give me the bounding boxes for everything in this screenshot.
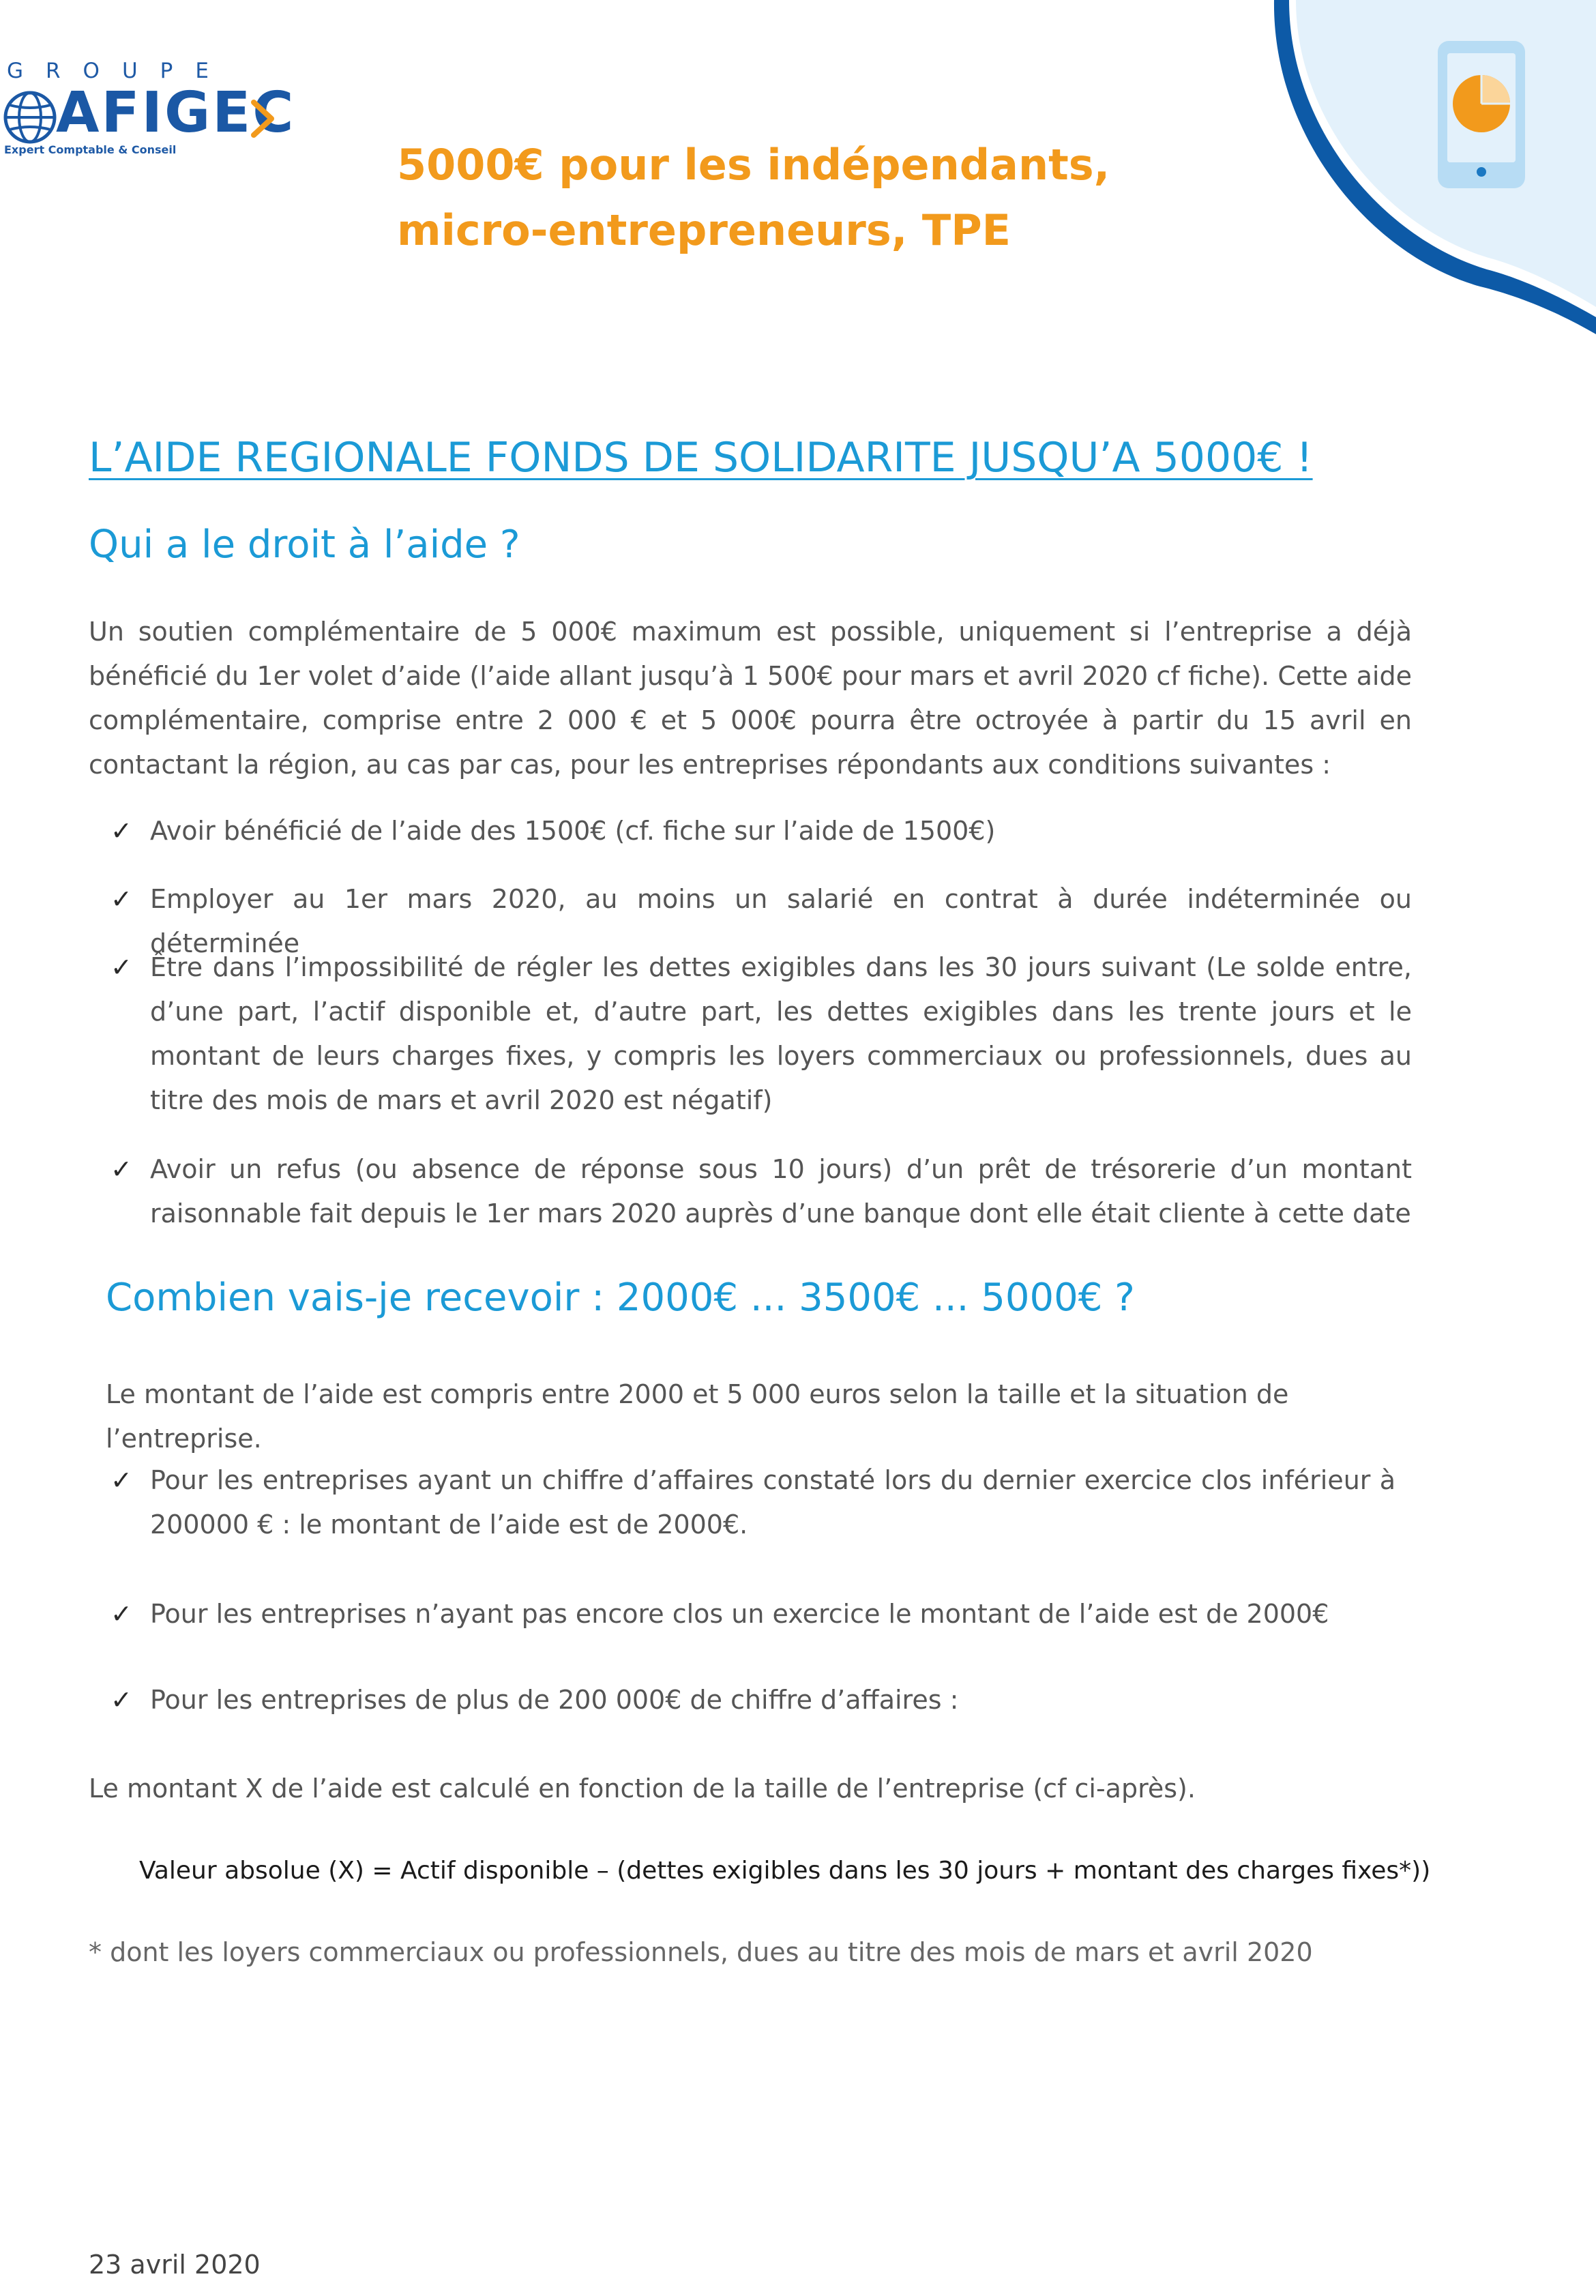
page-title-line-1: 5000€ pour les indépendants, bbox=[397, 140, 1110, 190]
logo-tagline: Expert Comptable & Conseil bbox=[4, 143, 177, 156]
check-icon: ✓ bbox=[110, 1685, 132, 1715]
phone-pie-chart-icon bbox=[1438, 41, 1525, 188]
list-item: ✓ Être dans l’impossibilité de régler les dettes exigibles dans les 30 jours suivant (Le solde entre, d’une part, l’actif disponible et, d’autre part, les dettes exigibles dans les trente jours et le montant de leurs charges fixes, y compris les loyers commerciaux ou professionnels, dues au titre des mois de mars et avril 2020 est négatif) bbox=[110, 945, 1412, 1123]
corner-decoration bbox=[1269, 0, 1596, 341]
logo-brand-text: AFIGEC bbox=[56, 80, 296, 145]
check-icon: ✓ bbox=[110, 952, 132, 982]
chevron-right-icon bbox=[250, 98, 277, 139]
check-icon: ✓ bbox=[110, 1154, 132, 1184]
company-logo bbox=[0, 59, 296, 168]
list-item: ✓ Pour les entreprises n’ayant pas encore clos un exercice le montant de l’aide est de 2000€ bbox=[110, 1592, 1395, 1636]
page-title-line-2: micro-entrepreneurs, TPE bbox=[397, 205, 1011, 255]
list-item: ✓ Employer au 1er mars 2020, au moins un salarié en contrat à durée indéterminée ou déterminée bbox=[110, 877, 1412, 966]
footnote: * dont les loyers commerciaux ou professionnels, dues au titre des mois de mars et avril 2020 bbox=[89, 1937, 1313, 1967]
eligibility-heading: Qui a le droit à l’aide ? bbox=[89, 523, 520, 567]
list-item: ✓ Avoir bénéficié de l’aide des 1500€ (cf. fiche sur l’aide de 1500€) bbox=[110, 809, 1412, 853]
logo-groupe-text: GROUPE bbox=[7, 59, 231, 83]
list-item: ✓ Pour les entreprises ayant un chiffre d’affaires constaté lors du dernier exercice clos inférieur à 200000 € : le montant de l’aide est de 2000€. bbox=[110, 1458, 1395, 1547]
check-icon: ✓ bbox=[110, 1465, 132, 1495]
amount-heading: Combien vais-je recevoir : 2000€ ... 3500€ ... 5000€ ? bbox=[106, 1276, 1135, 1320]
calculation-text: Le montant X de l’aide est calculé en fonction de la taille de l’entreprise (cf ci-après). bbox=[89, 1773, 1196, 1804]
check-icon: ✓ bbox=[110, 1599, 132, 1629]
document-date: 23 avril 2020 bbox=[89, 2250, 261, 2280]
formula: Valeur absolue (X) = Actif disponible – (dettes exigibles dans les 30 jours + montant des charges fixes*)) bbox=[139, 1857, 1431, 1885]
globe-icon bbox=[3, 90, 57, 145]
check-icon: ✓ bbox=[110, 884, 132, 914]
list-item: ✓ Pour les entreprises de plus de 200 000€ de chiffre d’affaires : bbox=[110, 1678, 1395, 1722]
section-title: L’AIDE REGIONALE FONDS DE SOLIDARITE JUSQU’A 5000€ ! bbox=[89, 434, 1313, 482]
page-title bbox=[397, 132, 1215, 263]
amount-intro: Le montant de l’aide est compris entre 2000 et 5 000 euros selon la taille et la situation de l’entreprise. bbox=[106, 1379, 1289, 1454]
eligibility-intro: Un soutien complémentaire de 5 000€ maximum est possible, uniquement si l’entreprise a déjà bénéficié du 1er volet d’aide (l’aide allant jusqu’à 1 500€ pour mars et avril 2020 cf fiche). Cette aide complémentaire, comprise entre 2 000 € et 5 000€ pourra être octroyée à partir du 15 avril en contactant la région, au cas par cas, pour les entreprises répondants aux conditions suivantes : bbox=[89, 617, 1412, 780]
list-item: ✓ Avoir un refus (ou absence de réponse sous 10 jours) d’un prêt de trésorerie d’un montant raisonnable fait depuis le 1er mars 2020 auprès d’une banque dont elle était cliente à cette date bbox=[110, 1147, 1412, 1236]
check-icon: ✓ bbox=[110, 816, 132, 846]
